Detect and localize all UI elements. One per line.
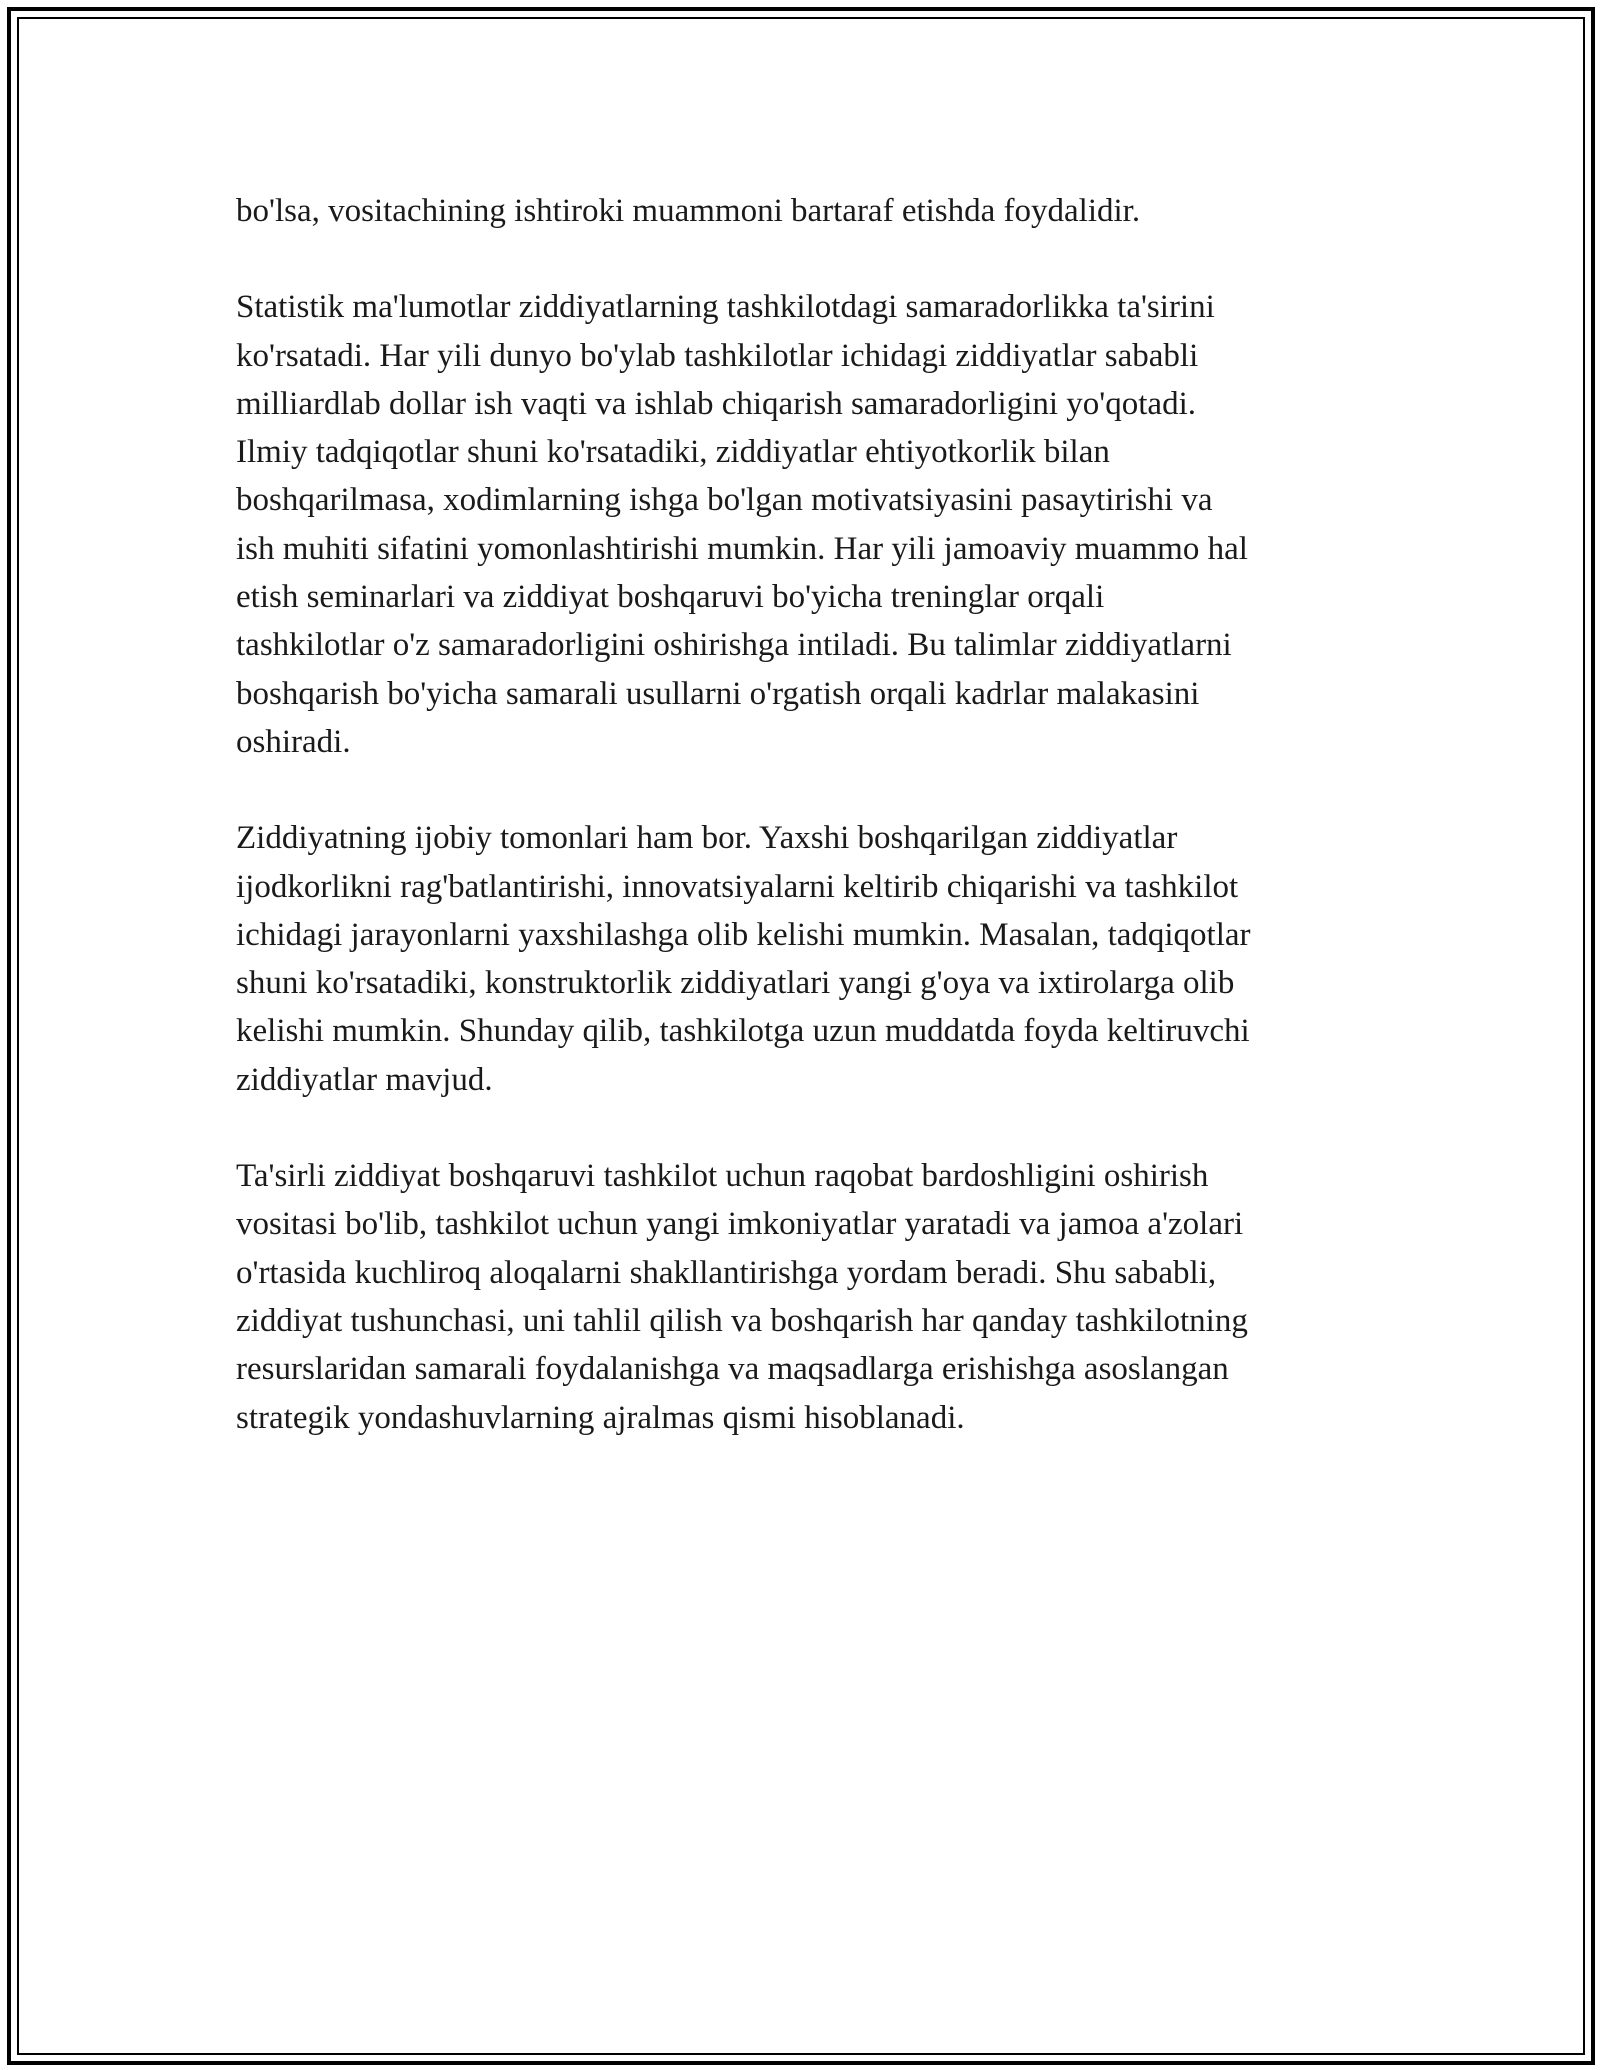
paragraph-2: Statistik ma'lumotlar ziddiyatlarning tashkilotdagi samaradorlikka ta'sirini ko'rsatadi. Har yili dunyo bo'ylab tashkilotlar ichidagi ziddiyatlar sababli milliardlab dollar ish vaqti va ishlab chiqarish samaradorligini yo'qotadi. Ilmiy tadqiqotlar shuni ko'rsatadiki, ziddiyatlar ehtiyotkorlik bilan boshqarilmasa, xodimlarning ishga bo'lgan motivatsiyasini pasaytirishi va ish muhiti sifatini yomonlashtirishi mumkin. Har yili jamoaviy muammo hal etish seminarlari va ziddiyat boshqaruvi bo'yicha treninglar orqali tashkilotlar o'z samaradorligini oshirishga intiladi. Bu talimlar ziddiyatlarni boshqarish bo'yicha samarali usullarni o'rgatish orqali kadrlar malakasini oshiradi. <box>236 289 1248 760</box>
paragraph-4: Ta'sirli ziddiyat boshqaruvi tashkilot uchun raqobat bardoshligini oshirish vositasi bo'lib, tashkilot uchun yangi imkoniyatlar yaratadi va jamoa a'zolari o'rtasida kuchliroq aloqalarni shakllantirishga yordam beradi. Shu sababli, ziddiyat tushunchasi, uni tahlil qilish va boshqarish har qanday tashkilotning resurslaridan samarali foydalanishga va maqsadlarga erishishga asoslangan strategik yondashuvlarning ajralmas qismi hisoblanadi. <box>236 1158 1248 1436</box>
paragraph-3: Ziddiyatning ijobiy tomonlari ham bor. Yaxshi boshqarilgan ziddiyatlar ijodkorlikni rag'batlantirishi, innovatsiyalarni keltirib chiqarishi va tashkilot ichidagi jarayonlarni yaxshilashga olib kelishi mumkin. Masalan, tadqiqotlar shuni ko'rsatadiki, konstruktorlik ziddiyatlari yangi g'oya va ixtirolarga olib kelishi mumkin. Shunday qilib, tashkilotga uzun muddatda foyda keltiruvchi ziddiyatlar mavjud. <box>236 820 1251 1098</box>
paragraph-1: bo'lsa, vositachining ishtiroki muammoni bartaraf etishda foydalidir. <box>236 193 1141 229</box>
document-body <box>236 187 1366 1490</box>
